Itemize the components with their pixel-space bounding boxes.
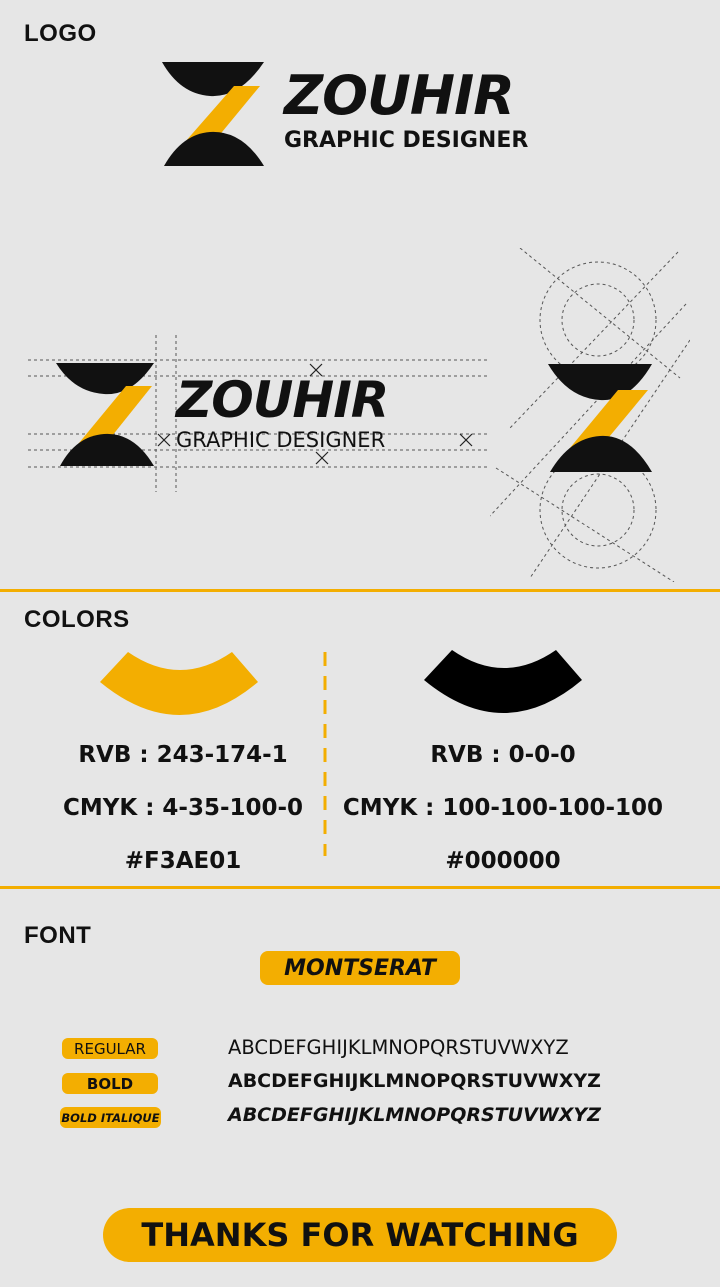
yellow-rvb-value: RVB : 243-174-1 <box>78 742 288 768</box>
style-badge-bold-italic: BOLD ITALIQUE <box>60 1107 161 1128</box>
style-badge-regular: REGULAR <box>62 1038 158 1059</box>
thanks-banner: THANKS FOR WATCHING <box>103 1208 617 1262</box>
guide-brand-name: ZOUHIR <box>176 371 389 429</box>
black-rvb-value: RVB : 0-0-0 <box>430 742 576 768</box>
z-logo-icon <box>160 58 268 170</box>
brand-tagline: GRAPHIC DESIGNER <box>284 128 529 153</box>
yellow-swatch-arc <box>100 652 260 718</box>
colors-section-title: COLORS <box>24 606 130 633</box>
black-cmyk-value: CMYK : 100-100-100-100 <box>342 795 664 821</box>
section-divider-top <box>0 589 720 592</box>
black-hex-value: #000000 <box>445 848 561 874</box>
font-name-badge: MONTSERAT <box>260 951 460 985</box>
style-badge-bold: BOLD <box>62 1073 158 1094</box>
logo-section-title: LOGO <box>24 20 97 47</box>
yellow-hex-value: #F3AE01 <box>124 848 242 874</box>
z-construction-icon <box>490 248 690 582</box>
section-divider-bottom <box>0 886 720 889</box>
brand-name: ZOUHIR <box>284 64 514 127</box>
alphabet-bold: ABCDEFGHIJKLMNOPQRSTUVWXYZ <box>228 1070 601 1092</box>
alphabet-bold-italic: ABCDEFGHIJKLMNOPQRSTUVWXYZ <box>228 1104 601 1126</box>
alphabet-regular: ABCDEFGHIJKLMNOPQRSTUVWXYZ <box>228 1036 569 1059</box>
font-section-title: FONT <box>24 922 92 949</box>
yellow-cmyk-value: CMYK : 4-35-100-0 <box>62 795 304 821</box>
guide-brand-tagline: GRAPHIC DESIGNER <box>176 428 386 452</box>
black-swatch-arc <box>424 650 584 716</box>
